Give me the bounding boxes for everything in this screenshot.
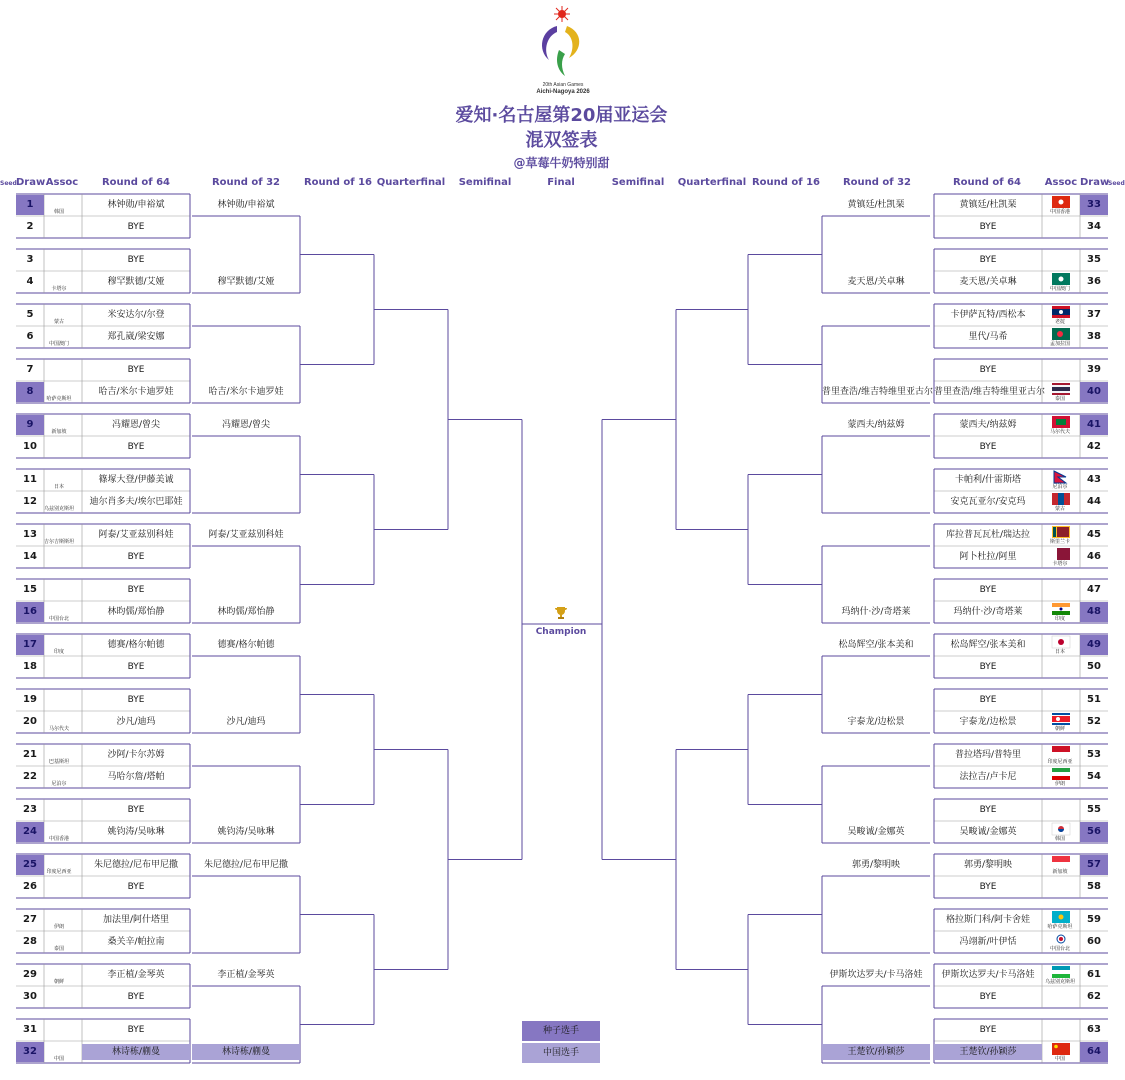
r32-winner: 林钟勋/申裕斌 bbox=[217, 200, 275, 210]
assoc-name: 中国香港 bbox=[48, 836, 69, 842]
player-name: BYE bbox=[979, 805, 997, 815]
r32-winner: 玛纳什·沙/奇塔莱 bbox=[841, 607, 911, 617]
flag-qa-icon bbox=[1052, 548, 1070, 560]
draw-number: 11 bbox=[23, 474, 37, 485]
draw-number: 3 bbox=[26, 254, 34, 265]
player-name: BYE bbox=[979, 1025, 997, 1035]
player-name: 林诗栋/蒯曼 bbox=[82, 1044, 190, 1060]
player-name: BYE bbox=[127, 882, 145, 892]
r32-winner: 朱尼德拉/尼布甲尼撒 bbox=[203, 860, 289, 870]
header-seed-left: Seed bbox=[0, 180, 17, 187]
draw-number: 41 bbox=[1080, 415, 1108, 435]
assoc-name: 老挝 bbox=[1054, 319, 1065, 325]
player-name: 沙阿/卡尔苏姆 bbox=[107, 750, 165, 760]
draw-number: 42 bbox=[1087, 441, 1101, 452]
player-name: BYE bbox=[127, 662, 145, 672]
player-name: 麦天恩/关卓琳 bbox=[959, 277, 1017, 287]
assoc-name: 尼泊尔 bbox=[51, 781, 67, 787]
flag-cn-icon bbox=[1052, 1043, 1070, 1055]
draw-number: 9 bbox=[16, 415, 44, 435]
draw-number: 13 bbox=[23, 529, 37, 540]
assoc-name: 伊朗 bbox=[1054, 781, 1065, 787]
flag-la-icon bbox=[1052, 306, 1070, 318]
header-r64-left: Round of 64 bbox=[101, 177, 171, 188]
draw-number: 44 bbox=[1087, 496, 1101, 507]
draw-number: 4 bbox=[26, 276, 34, 287]
flag-hk-icon bbox=[1052, 196, 1070, 208]
assoc-name: 日本 bbox=[1054, 649, 1065, 655]
draw-number: 20 bbox=[23, 716, 37, 727]
draw-number: 45 bbox=[1087, 529, 1101, 540]
r32-winner: 穆罕默德/艾娅 bbox=[217, 277, 275, 287]
player-name: 马哈尔詹/塔帕 bbox=[107, 772, 165, 782]
assoc-name: 伊朗 bbox=[53, 924, 64, 930]
draw-number: 54 bbox=[1087, 771, 1101, 782]
player-name: 松岛辉空/张本美和 bbox=[950, 640, 1026, 650]
author-credit: @草莓牛奶特别甜 bbox=[513, 156, 610, 170]
assoc-name: 卡塔尔 bbox=[1052, 561, 1068, 567]
r32-winner: 哈吉/米尔卡迪罗娃 bbox=[208, 387, 284, 397]
player-name: 卡伊萨瓦特/西松本 bbox=[950, 310, 1026, 320]
player-name: BYE bbox=[127, 222, 145, 232]
player-name: BYE bbox=[127, 992, 145, 1002]
draw-number: 19 bbox=[23, 694, 37, 705]
assoc-name: 韩国 bbox=[1054, 836, 1065, 842]
r32-winner bbox=[822, 934, 930, 950]
assoc-name: 印度尼西亚 bbox=[1047, 759, 1073, 765]
assoc-name: 哈萨克斯坦 bbox=[1047, 924, 1073, 930]
player-name: 伊斯坎达罗夫/卡马洛娃 bbox=[941, 970, 1035, 980]
draw-number: 30 bbox=[23, 991, 37, 1002]
player-name: BYE bbox=[127, 1025, 145, 1035]
draw-number: 62 bbox=[1087, 991, 1101, 1002]
player-name: 林昀儒/郑怡静 bbox=[107, 607, 165, 617]
r32-winner bbox=[192, 307, 300, 323]
assoc-name: 朝鲜 bbox=[1054, 726, 1065, 732]
assoc-name: 中国 bbox=[1054, 1056, 1065, 1062]
r32-winner: 阿泰/艾亚兹别科娃 bbox=[208, 530, 284, 540]
flag-mv-icon bbox=[1052, 416, 1070, 428]
draw-number: 29 bbox=[23, 969, 37, 980]
player-name: 普里查浩/维吉特维里亚古尔 bbox=[934, 387, 1046, 397]
player-name: BYE bbox=[127, 695, 145, 705]
draw-number: 55 bbox=[1087, 804, 1101, 815]
flag-jp-icon bbox=[1052, 636, 1070, 648]
player-name: 法拉吉/卢卡尼 bbox=[959, 772, 1017, 782]
flag-tpe-icon bbox=[1052, 933, 1070, 945]
draw-number: 36 bbox=[1087, 276, 1101, 287]
legend-china: 中国选手 bbox=[522, 1043, 600, 1063]
draw-number: 63 bbox=[1087, 1024, 1101, 1035]
player-name: BYE bbox=[127, 442, 145, 452]
player-name: 郭勇/黎明映 bbox=[963, 860, 1013, 870]
player-name: 库拉普瓦瓦杜/瑞达拉 bbox=[945, 530, 1031, 540]
assoc-name: 尼泊尔 bbox=[1052, 484, 1068, 490]
player-name: 姚钧涛/吴咏琳 bbox=[107, 827, 165, 837]
player-name: BYE bbox=[127, 585, 145, 595]
draw-number: 37 bbox=[1087, 309, 1101, 320]
header-sf-right: Semifinal bbox=[611, 177, 665, 188]
draw-number: 17 bbox=[16, 635, 44, 655]
assoc-name: 印度 bbox=[1054, 616, 1065, 622]
player-name: 阿卜杜拉/阿里 bbox=[959, 552, 1017, 562]
r32-winner: 普里查浩/维吉特维里亚古尔 bbox=[822, 387, 934, 397]
player-name: 德赛/格尔帕德 bbox=[107, 640, 165, 650]
assoc-name: 蒙古 bbox=[1054, 506, 1065, 512]
assoc-name: 吉尔吉斯斯坦 bbox=[43, 539, 74, 545]
draw-number: 52 bbox=[1087, 716, 1101, 727]
legend-seeded: 种子选手 bbox=[522, 1021, 600, 1041]
header-r16-right: Round of 16 bbox=[751, 177, 821, 188]
draw-number: 34 bbox=[1087, 221, 1101, 232]
draw-number: 49 bbox=[1080, 635, 1108, 655]
draw-number: 40 bbox=[1080, 382, 1108, 402]
player-name: 李正植/金琴英 bbox=[107, 970, 165, 980]
player-name: 穆罕默德/艾娅 bbox=[107, 277, 165, 287]
assoc-name: 印度 bbox=[53, 649, 64, 655]
draw-number: 2 bbox=[26, 221, 34, 232]
flag-uz-icon bbox=[1052, 966, 1070, 978]
player-name: 沙凡/迪玛 bbox=[116, 717, 156, 727]
player-name: 米安达尔/尔登 bbox=[107, 310, 165, 320]
header-final: Final bbox=[547, 177, 575, 188]
r32-winner bbox=[192, 494, 300, 510]
page-title: 爱知·名古屋第20届亚运会 bbox=[455, 105, 668, 126]
r32-winner: 林昀儒/郑怡静 bbox=[217, 607, 275, 617]
assoc-name: 中国香港 bbox=[1049, 209, 1070, 215]
r32-winner: 松岛辉空/张本美和 bbox=[838, 640, 914, 650]
player-name: 冯翊新/叶伊恬 bbox=[959, 937, 1017, 947]
r32-winner: 德赛/格尔帕德 bbox=[217, 640, 275, 650]
r32-winner bbox=[192, 747, 300, 763]
player-name: 宇泰龙/边松景 bbox=[959, 717, 1017, 727]
assoc-name: 斯里兰卡 bbox=[1049, 539, 1070, 545]
r32-winner: 姚钧涛/吴咏琳 bbox=[217, 827, 275, 837]
r32-winner: 蒙西夫/纳兹姆 bbox=[847, 420, 905, 430]
draw-number: 58 bbox=[1087, 881, 1101, 892]
draw-number: 16 bbox=[16, 602, 44, 622]
trophy-icon bbox=[554, 606, 568, 620]
draw-number: 24 bbox=[16, 822, 44, 842]
header-qf-right: Quarterfinal bbox=[677, 177, 747, 188]
header-draw-left: Draw bbox=[16, 177, 46, 188]
assoc-name: 朝鲜 bbox=[53, 979, 64, 985]
draw-number: 15 bbox=[23, 584, 37, 595]
assoc-name: 泰国 bbox=[53, 946, 64, 952]
player-name: BYE bbox=[979, 695, 997, 705]
draw-number: 57 bbox=[1080, 855, 1108, 875]
draw-number: 59 bbox=[1087, 914, 1101, 925]
assoc-name: 卡塔尔 bbox=[51, 286, 67, 292]
draw-number: 8 bbox=[16, 382, 44, 402]
draw-number: 22 bbox=[23, 771, 37, 782]
r32-winner: 王楚钦/孙颖莎 bbox=[822, 1044, 930, 1060]
r32-winner bbox=[822, 494, 930, 510]
assoc-name: 新加坡 bbox=[1052, 869, 1068, 875]
player-name: 王楚钦/孙颖莎 bbox=[934, 1044, 1042, 1060]
r32-winner: 李正植/金琴英 bbox=[217, 970, 275, 980]
player-name: BYE bbox=[979, 992, 997, 1002]
player-name: 吴畯诚/金娜英 bbox=[959, 827, 1017, 837]
draw-number: 53 bbox=[1087, 749, 1101, 760]
r32-winner: 郭勇/黎明映 bbox=[851, 860, 901, 870]
assoc-name: 日本 bbox=[53, 484, 64, 490]
header-qf-left: Quarterfinal bbox=[376, 177, 446, 188]
r32-winner bbox=[822, 527, 930, 543]
player-name: BYE bbox=[979, 662, 997, 672]
draw-number: 10 bbox=[23, 441, 37, 452]
assoc-name: 孟加拉国 bbox=[1049, 341, 1070, 347]
r32-winner: 黄镇廷/杜凯琹 bbox=[847, 200, 905, 210]
draw-number: 5 bbox=[26, 309, 34, 320]
draw-number: 35 bbox=[1087, 254, 1101, 265]
assoc-name: 中国澳门 bbox=[1049, 286, 1070, 292]
player-name: 黄镇廷/杜凯琹 bbox=[959, 200, 1017, 210]
flag-bd-icon bbox=[1052, 328, 1070, 340]
header-r64-right: Round of 64 bbox=[952, 177, 1022, 188]
r32-winner: 林诗栋/蒯曼 bbox=[192, 1044, 300, 1060]
draw-number: 6 bbox=[26, 331, 34, 342]
r32-winner: 宇泰龙/边松景 bbox=[847, 717, 905, 727]
header-assoc-left: Assoc bbox=[45, 177, 79, 188]
header-draw-right: Draw bbox=[1080, 177, 1110, 188]
player-name: BYE bbox=[979, 585, 997, 595]
player-name: 哈吉/米尔卡迪罗娃 bbox=[98, 387, 174, 397]
assoc-name: 韩国 bbox=[53, 209, 64, 215]
draw-number: 60 bbox=[1087, 936, 1101, 947]
player-name: BYE bbox=[127, 255, 145, 265]
flag-lk-icon bbox=[1052, 526, 1070, 538]
assoc-name: 蒙古 bbox=[53, 319, 64, 325]
flag-kz-icon bbox=[1052, 911, 1070, 923]
draw-number: 46 bbox=[1087, 551, 1101, 562]
player-name: 林钟勋/申裕斌 bbox=[107, 200, 165, 210]
assoc-name: 马尔代夫 bbox=[1049, 429, 1070, 435]
r32-winner bbox=[192, 934, 300, 950]
player-name: 冯耀恩/曾尖 bbox=[111, 420, 161, 430]
player-name: 阿泰/艾亚兹别科娃 bbox=[98, 530, 174, 540]
assoc-name: 中国澳门 bbox=[48, 341, 69, 347]
draw-number: 31 bbox=[23, 1024, 37, 1035]
draw-number: 61 bbox=[1087, 969, 1101, 980]
player-name: BYE bbox=[979, 442, 997, 452]
logo-line2: Aichi-Nagoya 2026 bbox=[536, 89, 590, 95]
flag-ir-icon bbox=[1052, 768, 1070, 780]
header-assoc-right: Assoc bbox=[1044, 177, 1078, 188]
assoc-name: 巴基斯坦 bbox=[48, 759, 69, 765]
draw-number: 23 bbox=[23, 804, 37, 815]
draw-number: 47 bbox=[1087, 584, 1101, 595]
draw-number: 43 bbox=[1087, 474, 1101, 485]
player-name: 篠塚大登/伊藤美诚 bbox=[98, 475, 174, 485]
draw-number: 25 bbox=[16, 855, 44, 875]
draw-number: 1 bbox=[16, 195, 44, 215]
r32-winner: 伊斯坎达罗夫/卡马洛娃 bbox=[829, 970, 923, 980]
flag-kp-icon bbox=[1052, 713, 1070, 725]
player-name: 里代/马希 bbox=[968, 332, 1008, 342]
header-r16-left: Round of 16 bbox=[303, 177, 373, 188]
draw-number: 48 bbox=[1080, 602, 1108, 622]
flag-mn-icon bbox=[1052, 493, 1070, 505]
draw-number: 28 bbox=[23, 936, 37, 947]
r32-winner bbox=[822, 747, 930, 763]
draw-number: 7 bbox=[26, 364, 34, 375]
draw-number: 18 bbox=[23, 661, 37, 672]
logo-line1: 20th Asian Games bbox=[542, 82, 584, 88]
player-name: 卡帕利/什雷斯塔 bbox=[954, 475, 1022, 485]
draw-number: 33 bbox=[1080, 195, 1108, 215]
player-name: 玛纳什·沙/奇塔莱 bbox=[953, 607, 1023, 617]
player-name: 安克瓦亚尔/安克玛 bbox=[950, 497, 1026, 507]
champion-label: Champion bbox=[535, 627, 587, 637]
header-seed-right: Seed bbox=[1108, 180, 1125, 187]
flag-mo-icon bbox=[1052, 273, 1070, 285]
assoc-name: 新加坡 bbox=[51, 429, 67, 435]
player-name: BYE bbox=[979, 882, 997, 892]
flag-kr-icon bbox=[1052, 823, 1070, 835]
assoc-name: 中国台北 bbox=[1049, 946, 1070, 952]
r32-winner: 沙凡/迪玛 bbox=[226, 717, 266, 727]
flag-id-icon bbox=[1052, 746, 1070, 758]
player-name: 郑孔崴/梁安娜 bbox=[107, 332, 165, 342]
draw-number: 21 bbox=[23, 749, 37, 760]
assoc-name: 印度尼西亚 bbox=[46, 869, 72, 875]
player-name: BYE bbox=[979, 255, 997, 265]
draw-number: 32 bbox=[16, 1042, 44, 1062]
page-subtitle: 混双签表 bbox=[525, 130, 598, 151]
r32-winner: 麦天恩/关卓琳 bbox=[847, 277, 905, 287]
header-r32-right: Round of 32 bbox=[842, 177, 912, 188]
player-name: BYE bbox=[127, 365, 145, 375]
assoc-name: 马尔代夫 bbox=[48, 726, 69, 732]
assoc-name: 乌兹别克斯坦 bbox=[43, 506, 74, 512]
player-name: 桑关辛/帕拉南 bbox=[107, 937, 165, 947]
header-sf-left: Semifinal bbox=[458, 177, 512, 188]
flag-th-icon bbox=[1052, 383, 1070, 395]
flag-in-icon bbox=[1052, 603, 1070, 615]
player-name: BYE bbox=[979, 222, 997, 232]
draw-number: 38 bbox=[1087, 331, 1101, 342]
header-r32-left: Round of 32 bbox=[211, 177, 281, 188]
flag-np-icon bbox=[1052, 471, 1070, 483]
player-name: 格拉斯门科/阿卡舍娃 bbox=[945, 915, 1031, 925]
player-name: BYE bbox=[127, 805, 145, 815]
r32-winner bbox=[822, 307, 930, 323]
draw-number: 12 bbox=[23, 496, 37, 507]
assoc-name: 中国台北 bbox=[48, 616, 69, 622]
player-name: 蒙西夫/纳兹姆 bbox=[959, 420, 1017, 430]
flag-sg-icon bbox=[1052, 856, 1070, 868]
draw-number: 50 bbox=[1087, 661, 1101, 672]
player-name: BYE bbox=[127, 552, 145, 562]
assoc-name: 哈萨克斯坦 bbox=[46, 396, 72, 402]
draw-number: 27 bbox=[23, 914, 37, 925]
draw-number: 26 bbox=[23, 881, 37, 892]
assoc-name: 泰国 bbox=[1054, 396, 1065, 402]
r32-winner: 吴畯诚/金娜英 bbox=[847, 827, 905, 837]
draw-number: 39 bbox=[1087, 364, 1101, 375]
player-name: 迪尔肖多夫/埃尔巴耶娃 bbox=[89, 497, 183, 507]
assoc-name: 乌兹别克斯坦 bbox=[1044, 979, 1075, 985]
r32-winner: 冯耀恩/曾尖 bbox=[221, 420, 271, 430]
draw-number: 14 bbox=[23, 551, 37, 562]
draw-number: 51 bbox=[1087, 694, 1101, 705]
player-name: 加法里/阿什塔里 bbox=[102, 915, 170, 925]
player-name: 普拉塔玛/普特里 bbox=[954, 750, 1022, 760]
player-name: 朱尼德拉/尼布甲尼撒 bbox=[93, 860, 179, 870]
assoc-name: 中国 bbox=[53, 1056, 64, 1062]
draw-number: 56 bbox=[1080, 822, 1108, 842]
player-name: BYE bbox=[979, 365, 997, 375]
draw-number: 64 bbox=[1080, 1042, 1108, 1062]
